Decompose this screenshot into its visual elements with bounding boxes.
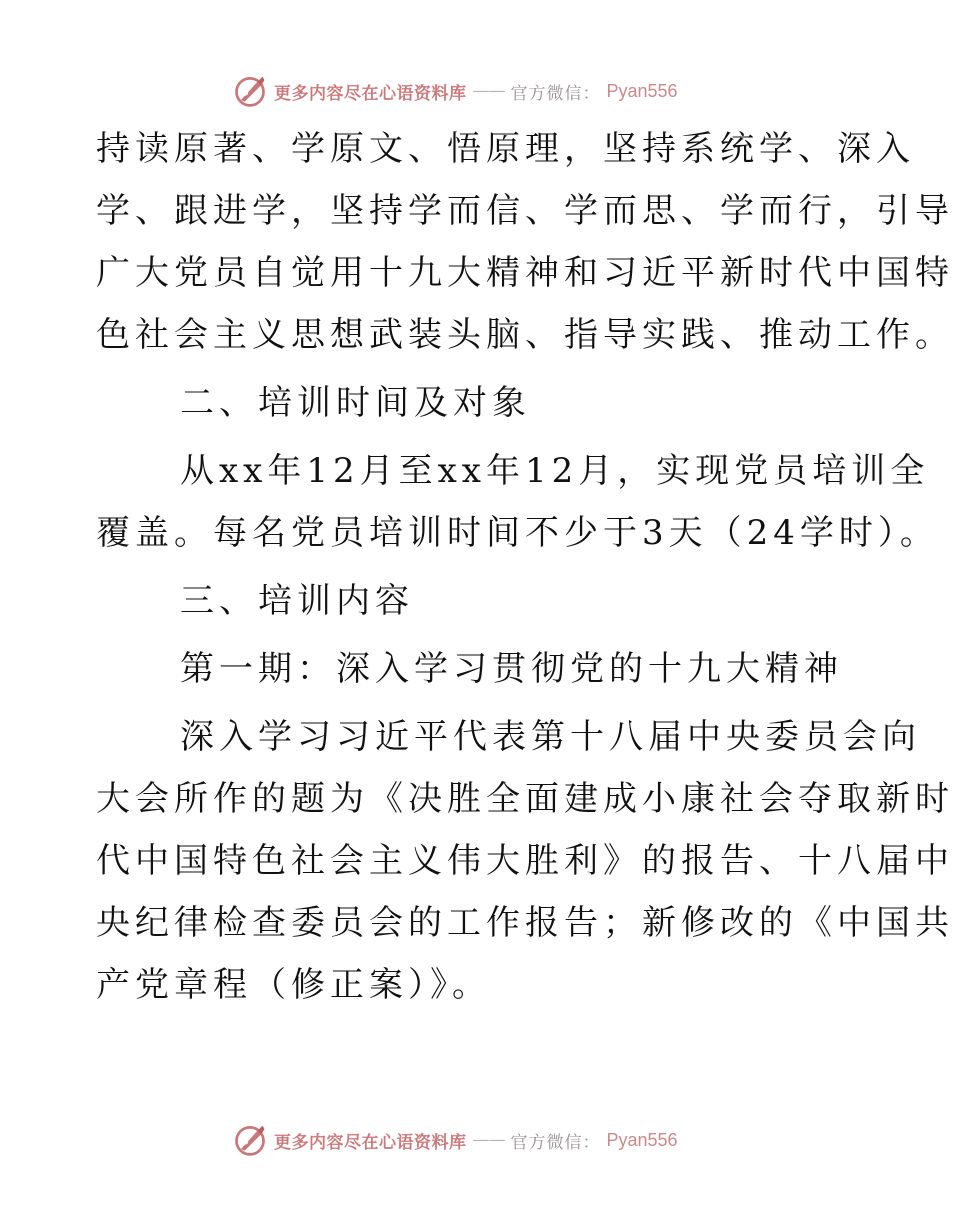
paragraph-line: 深入学习习近平代表第十八届中央委员会向	[180, 717, 921, 757]
paragraph-line: 代中国特色社会主义伟大胜利》的报告、十八届中	[96, 841, 954, 881]
paragraph-line: 央纪律检查委员会的工作报告；新修改的《中国共	[96, 903, 954, 943]
paragraph-line: 学、跟进学，坚持学而信、学而思、学而行，引导	[96, 191, 954, 231]
paragraph-line: 色社会主义思想武装头脑、指导实践、推动工作。	[96, 315, 954, 355]
section-heading: 三、培训内容	[180, 581, 414, 621]
pen-circle-logo-icon	[232, 73, 268, 109]
paragraph-line: 产党章程（修正案）》。	[96, 965, 491, 1005]
watermark-separator: ——	[472, 1130, 505, 1150]
pen-circle-logo-icon	[232, 1122, 268, 1158]
watermark-wechat-id: Pyan556	[606, 1129, 678, 1150]
paragraph-line: 从xx年12月至xx年12月，实现党员培训全	[180, 451, 930, 491]
watermark-main-text: 更多内容尽在心语资料库	[274, 83, 467, 104]
header-watermark	[232, 71, 678, 111]
watermark-label: 官方微信：	[510, 1132, 601, 1153]
paragraph-line: 覆盖。每名党员培训时间不少于3天（24学时）。	[96, 513, 939, 553]
watermark-label: 官方微信：	[510, 83, 601, 104]
paragraph-line: 大会所作的题为《决胜全面建成小康社会夺取新时	[96, 779, 954, 819]
document-body	[96, 118, 954, 1016]
watermark-wechat-id: Pyan556	[606, 80, 678, 101]
subsection-heading: 第一期：深入学习贯彻党的十九大精神	[180, 649, 843, 689]
paragraph-line: 广大党员自觉用十九大精神和习近平新时代中国特	[96, 253, 954, 293]
watermark-main-text: 更多内容尽在心语资料库	[274, 1132, 467, 1153]
watermark-separator: ——	[472, 81, 505, 101]
section-heading: 二、培训时间及对象	[180, 383, 531, 423]
paragraph-line: 持读原著、学原文、悟原理，坚持系统学、深入	[96, 129, 915, 169]
footer-watermark	[232, 1120, 678, 1160]
